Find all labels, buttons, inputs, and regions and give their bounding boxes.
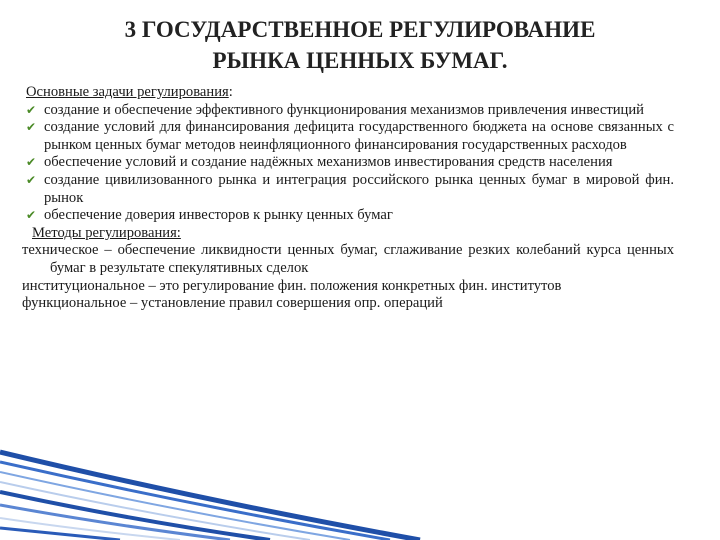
title-line-2: РЫНКА ЦЕННЫХ БУМАГ. [212, 48, 508, 73]
checkmark-icon: ✔ [26, 208, 37, 223]
checkmark-icon: ✔ [26, 120, 37, 135]
title-line-1: 3 ГОСУДАРСТВЕННОЕ РЕГУЛИРОВАНИЕ [124, 17, 596, 42]
task-item-text: создание цивилизованного рынка и интеграция российского рынка ценных бумаг в мировой фин. рынок [44, 171, 674, 206]
method-item: функциональное – установление правил совершения опр. операций [22, 295, 443, 312]
checkmark-icon: ✔ [26, 172, 37, 187]
task-item-text: создание и обеспечение эффективного функционирования механизмов привлечения инвестиций [44, 101, 644, 118]
task-item-text: обеспечение доверия инвесторов к рынку ценных бумаг [44, 207, 393, 224]
task-item-text: создание условий для финансирования дефицита государственного бюджета на основе связанных с рынком ценных бумаг методов неинфляционного финансирования государственных расходов [44, 119, 674, 153]
method-item: институциональное – это регулирование фин. положения конкретных фин. институтов [22, 277, 562, 294]
task-item [22, 172, 674, 207]
tasks-heading-row [22, 84, 674, 102]
task-item [22, 154, 674, 172]
task-item [22, 119, 674, 154]
task-item [22, 207, 674, 225]
checkmark-icon: ✔ [26, 102, 37, 117]
checkmark-icon: ✔ [26, 155, 37, 170]
slide-body [22, 84, 674, 313]
task-item-text: обеспечение условий и создание надёжных механизмов инвестирования средств населения [44, 154, 613, 171]
task-item [22, 102, 674, 120]
methods-heading-row [22, 225, 674, 243]
slide-title [40, 14, 680, 76]
methods-heading: Методы регулирования: [32, 224, 181, 241]
method-item: техническое – обеспечение ликвидности ценных бумаг, сглаживание резких колебаний курса ценных бумаг в результате спекулятивных сделок [22, 242, 674, 276]
tasks-heading-colon: : [228, 84, 233, 100]
tasks-heading: Основные задачи регулирования [26, 84, 229, 100]
